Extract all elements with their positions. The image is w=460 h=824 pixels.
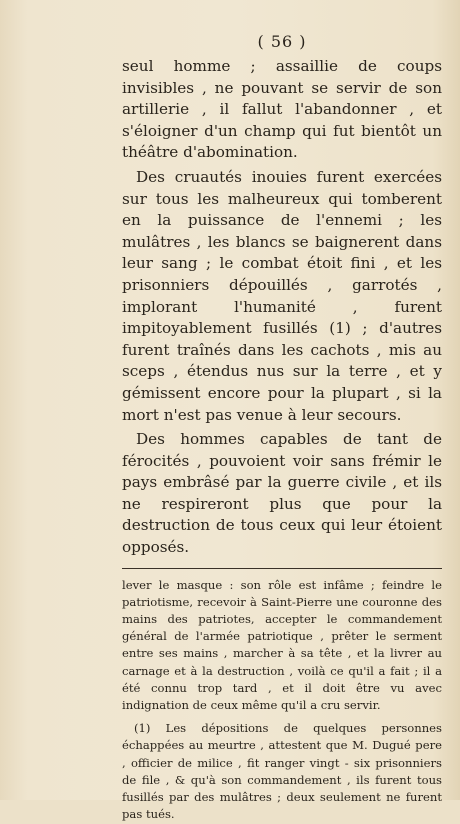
footnotes	[122, 577, 442, 824]
footnote-divider	[122, 568, 442, 569]
page-number: ( 56 )	[257, 32, 307, 51]
paragraph-1: seul homme ; assaillie de coups invisibles , ne pouvant se servir de son artillerie , il fallut l'abandonner , et s'éloigner d'un champ qui fut bientôt un théâtre d'abomination.	[122, 57, 442, 162]
paragraph-2: Des cruautés inouies furent exercées sur tous les malheureux qui tomberent en la puissance de l'ennemi ; les mulâtres , les blancs se baignerent dans leur sang ; le combat étoit fini , et les prisonniers dépouillés , garrotés , implorant l'humanité , furent impitoyablement fusillés (1) ; d'autres furent traînés dans les cachots , mis au sceps , étendus nus sur la terre , et y gémissent encore pour la plupart , si la mort n'est pas venue à leur secours.	[122, 167, 442, 424]
footnote-1: (1) Les dépositions de quelques personnes échappées au meurtre , attestent que M. Dugué pere , officier de milice , fit ranger vingt - six prisonniers de file , & qu'à son commandement , ils furent tous fusillés par des mulâtres ; deux seulement ne furent pas tués.	[122, 721, 442, 822]
footnote-continuation: lever le masque : son rôle est infâme ; feindre le patriotisme, recevoir à Saint-Pierre une couronne des mains des patriotes, accepter le commandement général de l'armée patriotique , prêter le serment entre ses mains , marcher à sa tête , et la livrer au carnage et à la destruction , voilà ce qu'il a fait ; il a été connu trop tard , et il doit être vu avec indignation de ceux même qu'il a cru servir.	[122, 577, 442, 713]
main-text	[122, 56, 442, 559]
paragraph-3: Des hommes capables de tant de férocités , pouvoient voir sans frémir le pays embrâsé par la guerre civile , et ils ne respireront plus que pour la destruction de tous ceux qui leur étoient opposés.	[122, 430, 442, 557]
